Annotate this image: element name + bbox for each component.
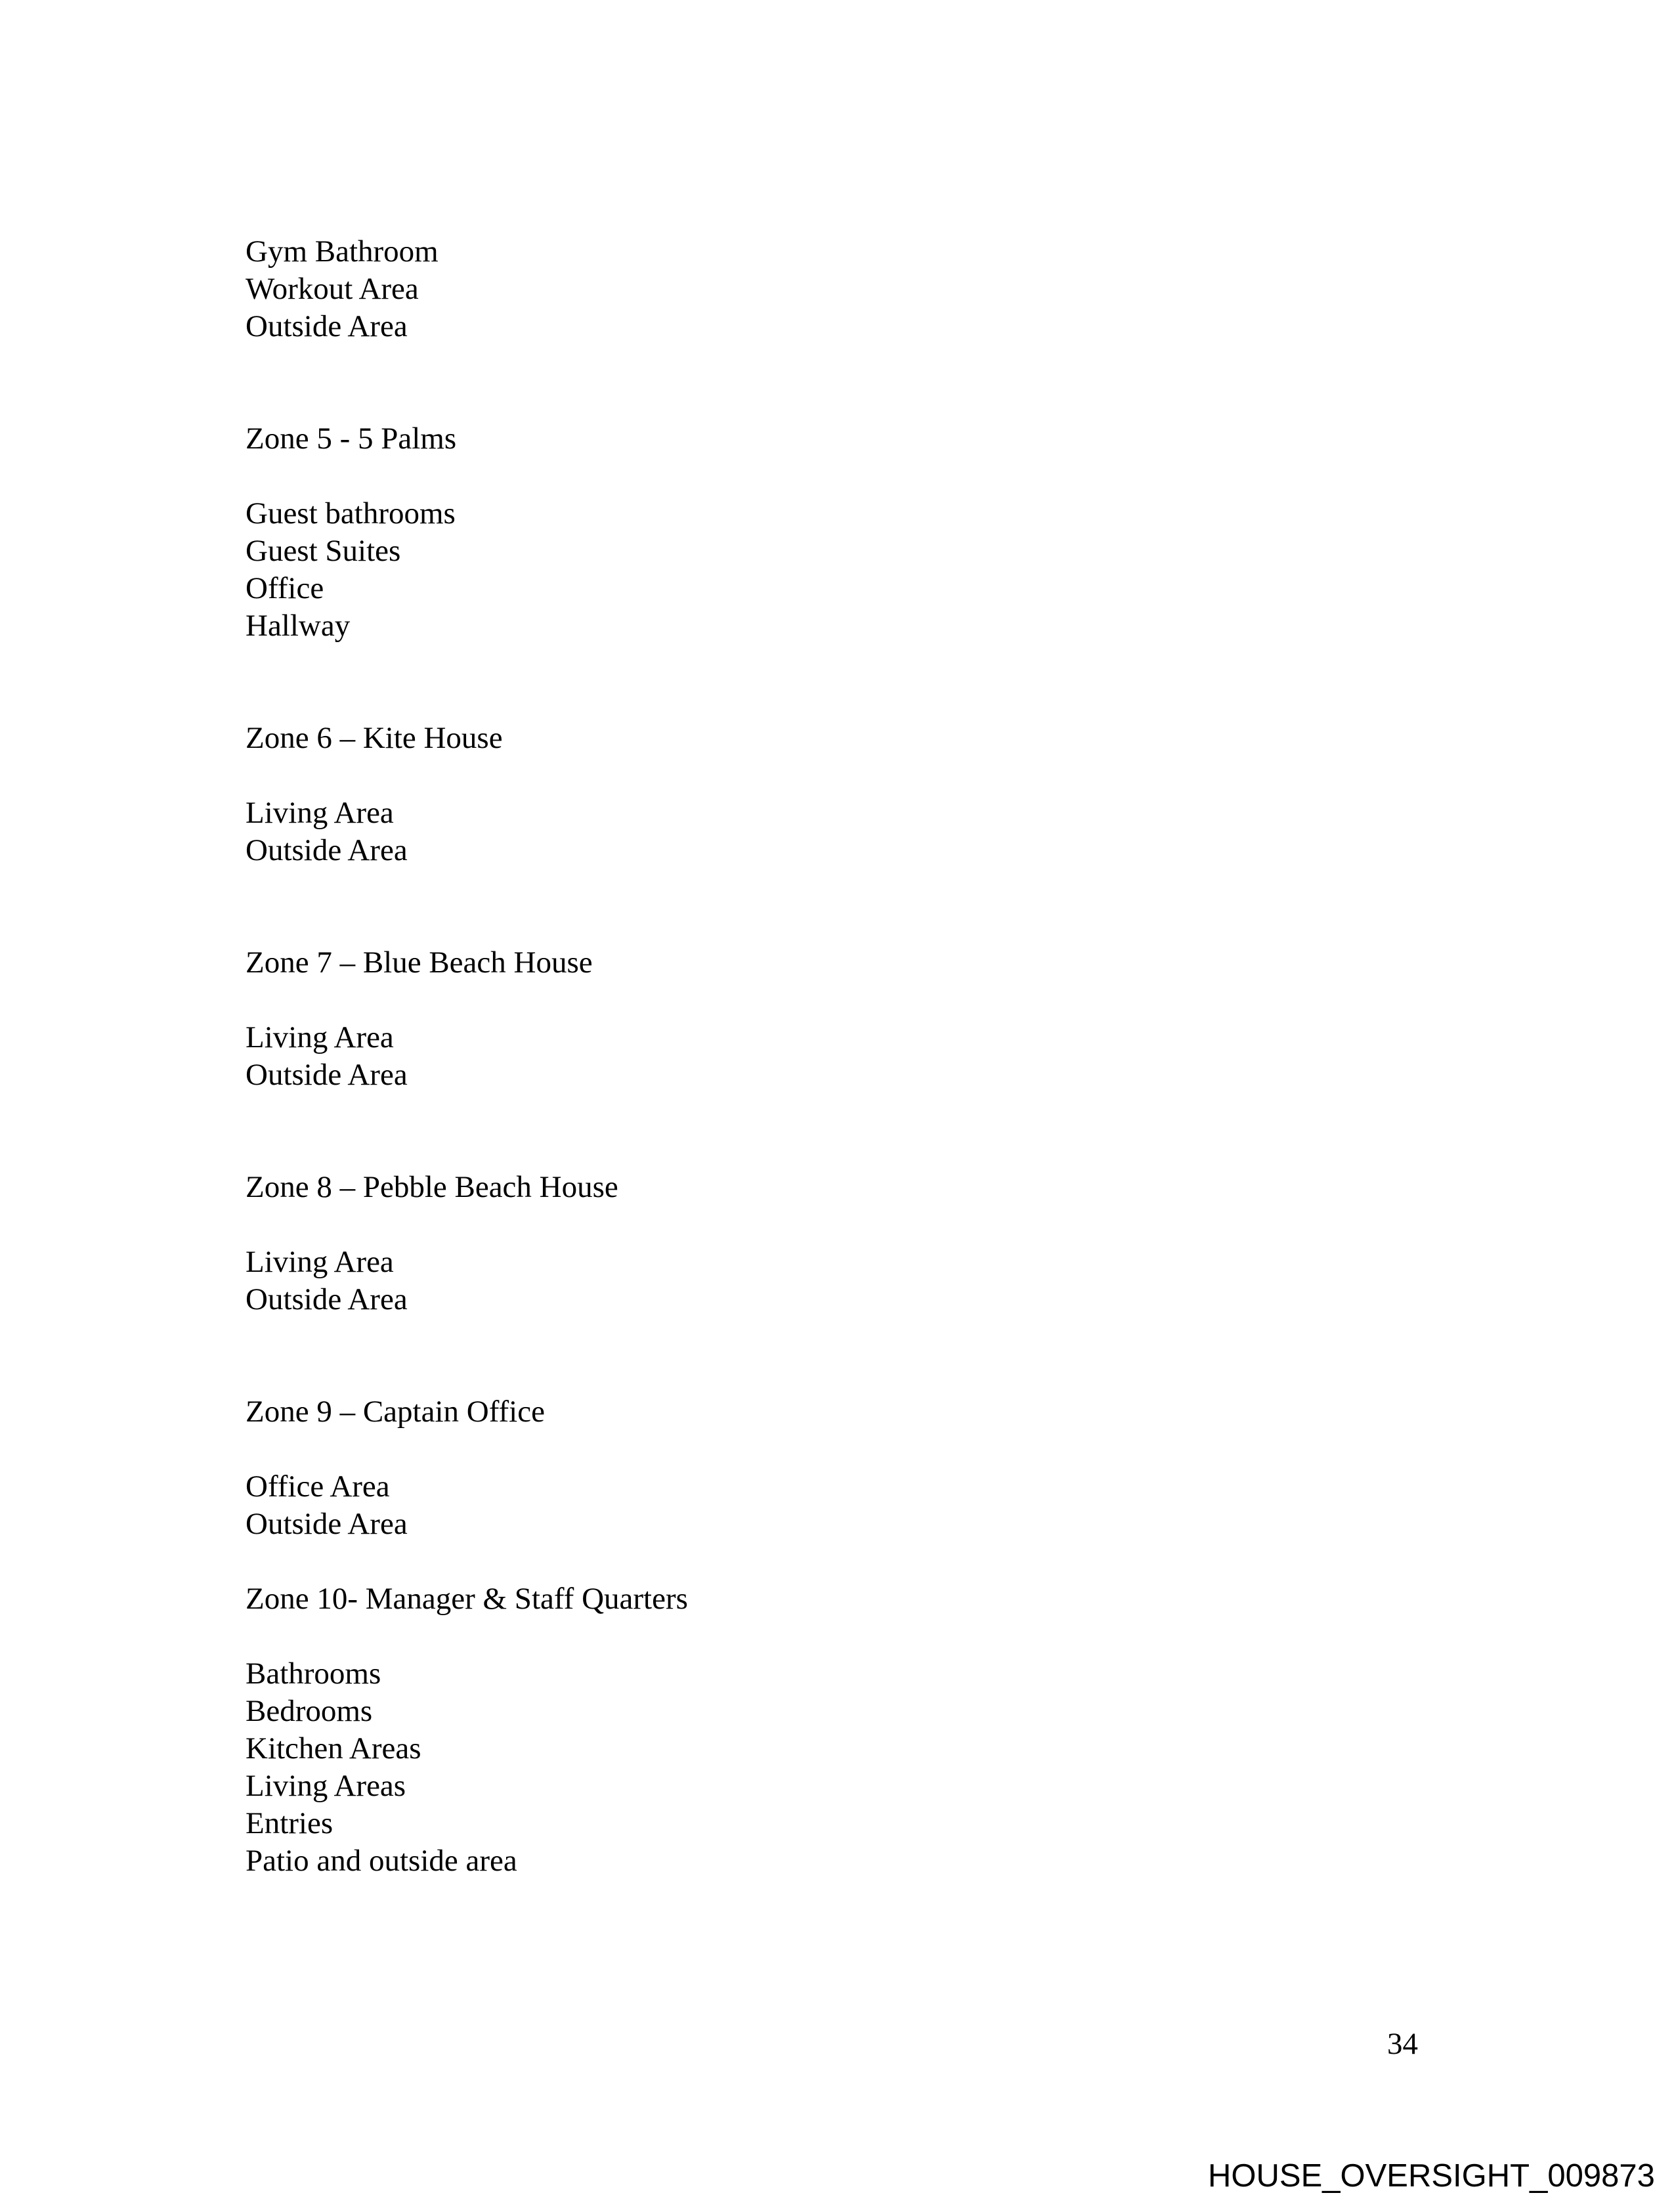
list-item: Living Area xyxy=(246,796,394,830)
zone-heading: Zone 7 – Blue Beach House xyxy=(246,945,593,980)
zone-heading: Zone 10- Manager & Staff Quarters xyxy=(246,1582,688,1616)
list-item: Outside Area xyxy=(246,833,408,867)
list-item: Guest bathrooms xyxy=(246,496,456,531)
list-item: Outside Area xyxy=(246,1282,408,1316)
list-item: Workout Area xyxy=(246,272,419,306)
list-item: Outside Area xyxy=(246,1058,408,1092)
list-item: Living Area xyxy=(246,1020,394,1054)
list-item: Guest Suites xyxy=(246,534,401,568)
list-item: Living Area xyxy=(246,1245,394,1279)
zone-heading: Zone 9 – Captain Office xyxy=(246,1395,545,1429)
list-item: Bathrooms xyxy=(246,1657,381,1691)
list-item: Office Area xyxy=(246,1469,390,1504)
list-item: Kitchen Areas xyxy=(246,1731,421,1766)
zone-heading: Zone 6 – Kite House xyxy=(246,721,503,755)
zone-heading: Zone 5 - 5 Palms xyxy=(246,422,457,456)
list-item: Gym Bathroom xyxy=(246,234,439,269)
list-item: Outside Area xyxy=(246,1507,408,1541)
page-number: 34 xyxy=(1387,2027,1418,2061)
bates-number: HOUSE_OVERSIGHT_009873 xyxy=(1208,2158,1655,2194)
list-item: Living Areas xyxy=(246,1769,406,1803)
list-item: Bedrooms xyxy=(246,1694,373,1728)
zone-heading: Zone 8 – Pebble Beach House xyxy=(246,1170,618,1204)
list-item: Hallway xyxy=(246,609,351,643)
list-item: Patio and outside area xyxy=(246,1844,517,1878)
list-item: Outside Area xyxy=(246,309,408,343)
list-item: Office xyxy=(246,571,324,605)
list-item: Entries xyxy=(246,1806,333,1840)
